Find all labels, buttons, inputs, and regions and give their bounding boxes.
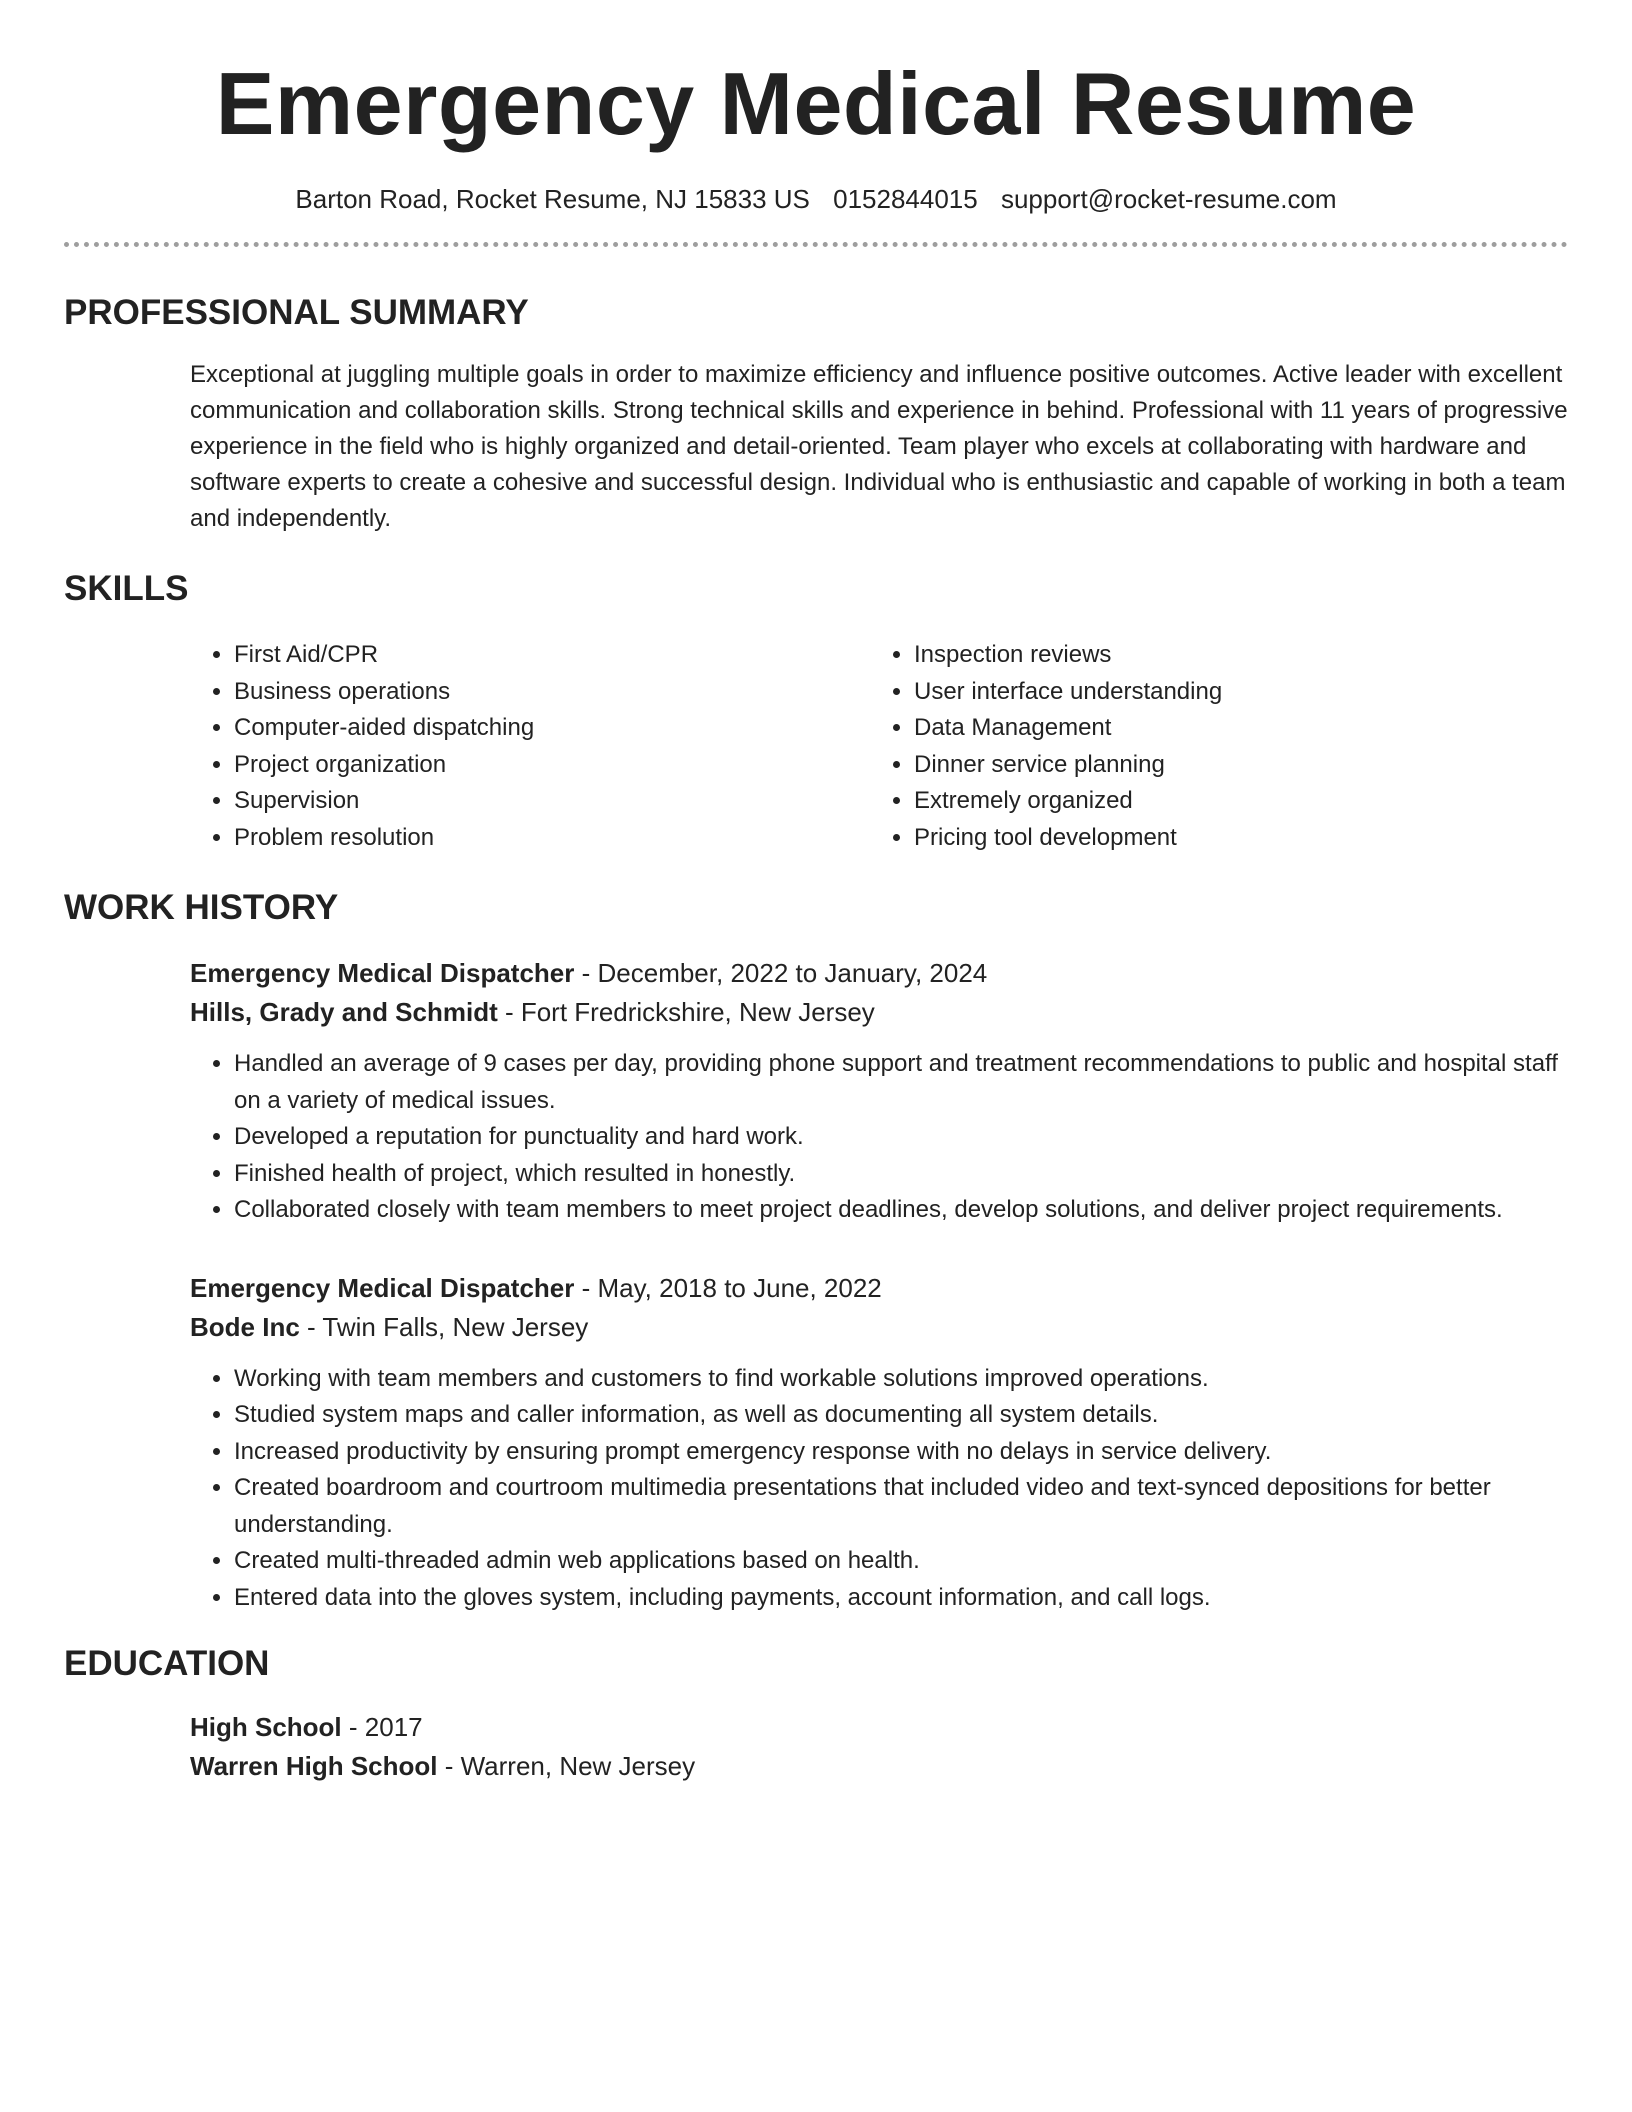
- skill-item: • Pricing tool development: [914, 820, 1222, 857]
- summary-section: [64, 357, 1568, 537]
- education-school-line: [190, 1747, 1568, 1786]
- skill-item: • Business operations: [234, 674, 870, 711]
- education-location: - Warren, New Jersey: [437, 1751, 696, 1781]
- job-role: Emergency Medical Dispatcher: [190, 958, 575, 988]
- job-bullets: [190, 1046, 1568, 1229]
- job-company: Bode Inc: [190, 1311, 300, 1342]
- job-entry: [190, 954, 1568, 1229]
- education-year: - 2017: [341, 1712, 423, 1742]
- job-bullets: [190, 1361, 1568, 1617]
- header-divider: [64, 242, 1568, 247]
- skill-item: • Data Management: [914, 710, 1222, 747]
- education-degree: High School: [190, 1712, 342, 1742]
- job-bullet: • Handled an average of 9 cases per day, providing phone support and treatment recommendations to public and hospital staff on a variety of medical issues.: [234, 1046, 1568, 1119]
- job-bullet: • Increased productivity by ensuring prompt emergency response with no delays in service delivery.: [234, 1434, 1568, 1471]
- skills-left-list: [190, 637, 870, 856]
- job-bullet: • Working with team members and customers to find workable solutions improved operations.: [234, 1361, 1568, 1398]
- education-degree-line: [190, 1708, 1568, 1747]
- skills-heading: SKILLS: [64, 569, 189, 608]
- job-company-line: [190, 1308, 1568, 1347]
- resume-header: [64, 0, 1568, 247]
- job-role-line: [190, 954, 1568, 993]
- job-dates: - May, 2018 to June, 2022: [574, 1272, 882, 1303]
- job-company-line: [190, 993, 1568, 1032]
- job-dates: - December, 2022 to January, 2024: [574, 958, 988, 988]
- skills-columns: [190, 637, 1568, 856]
- skill-item: • Inspection reviews: [914, 637, 1222, 674]
- skill-item: • Problem resolution: [234, 820, 870, 857]
- skill-item: • Dinner service planning: [914, 747, 1222, 784]
- job-role-line: [190, 1269, 1568, 1308]
- job-bullet: • Created multi-threaded admin web applications based on health.: [234, 1543, 1568, 1580]
- job-entry: [190, 1269, 1568, 1617]
- work-history-heading: WORK HISTORY: [64, 888, 339, 927]
- job-bullet: • Finished health of project, which resulted in honestly.: [234, 1156, 1568, 1193]
- contact-line: [64, 182, 1568, 216]
- skills-section: [64, 637, 1568, 856]
- skill-item: • Supervision: [234, 783, 870, 820]
- skill-item: • Project organization: [234, 747, 870, 784]
- skill-item: • Computer-aided dispatching: [234, 710, 870, 747]
- skills-right-list: [870, 637, 1222, 856]
- contact-phone: 0152844015: [833, 184, 978, 214]
- work-history-section: [64, 954, 1568, 1616]
- skill-item: • Extremely organized: [914, 783, 1222, 820]
- education-heading: EDUCATION: [64, 1644, 270, 1683]
- education-section: [64, 1708, 1568, 1786]
- skill-item: • First Aid/CPR: [234, 637, 870, 674]
- job-role: Emergency Medical Dispatcher: [190, 1272, 575, 1303]
- summary-heading: PROFESSIONAL SUMMARY: [64, 293, 529, 332]
- skill-item: • User interface understanding: [914, 674, 1222, 711]
- summary-text: Exceptional at juggling multiple goals in order to maximize efficiency and influence positive outcomes. Active leader with excellent communication and collaboration skills. Strong technical skills and experience in behind. Professional with 11 years of progressive experience in the field who is highly organized and detail-oriented. Team player who excels at collaborating with hardware and software experts to create a cohesive and successful design. Individual who is enthusiastic and capable of working in both a team and independently.: [190, 361, 1568, 532]
- job-bullet: • Developed a reputation for punctuality and hard work.: [234, 1119, 1568, 1156]
- job-location: - Twin Falls, New Jersey: [299, 1311, 589, 1342]
- contact-email: support@rocket-resume.com: [1000, 184, 1337, 214]
- job-bullet: • Studied system maps and caller information, as well as documenting all system details.: [234, 1397, 1568, 1434]
- resume-name: Emergency Medical Resume: [215, 54, 1417, 153]
- job-bullet: • Entered data into the gloves system, including payments, account information, and call logs.: [234, 1580, 1568, 1617]
- education-school: Warren High School: [190, 1751, 438, 1781]
- contact-address: Barton Road, Rocket Resume, NJ 15833 US: [295, 184, 810, 214]
- job-location: - Fort Fredrickshire, New Jersey: [497, 997, 875, 1027]
- job-bullet: • Collaborated closely with team members to meet project deadlines, develop solutions, and deliver project requirements.: [234, 1192, 1568, 1229]
- job-company: Hills, Grady and Schmidt: [190, 997, 498, 1027]
- job-bullet: • Created boardroom and courtroom multimedia presentations that included video and text-synced depositions for better understanding.: [234, 1470, 1568, 1543]
